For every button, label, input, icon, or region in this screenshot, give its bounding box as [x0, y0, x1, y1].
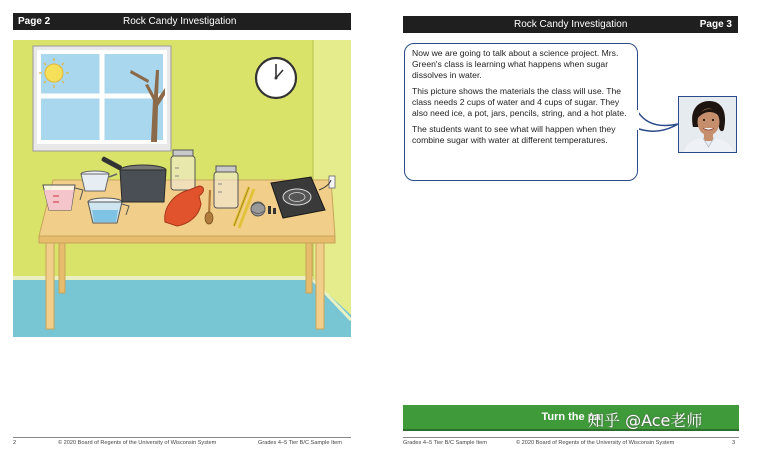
page-3-number: 3	[732, 440, 736, 446]
page-2-item-label: Grades 4–5 Tier B/C Sample Item	[258, 440, 342, 446]
speech-bubble-tail	[630, 100, 680, 140]
turn-the-page-button[interactable]: Turn the pa	[403, 405, 739, 431]
bubble-paragraph: Now we are going to talk about a science project. Mrs. Green's class is learning what happens when sugar dissolves in water.	[412, 48, 619, 80]
jar-icon	[214, 166, 238, 208]
page-2-title: Rock Candy Investigation	[123, 16, 237, 27]
teacher-photo	[678, 96, 737, 153]
page-3-item-label: Grades 4–5 Tier B/C Sample Item	[403, 440, 487, 446]
watermark: 知乎 @Ace老师	[588, 411, 703, 430]
speech-bubble	[404, 43, 638, 181]
window	[33, 46, 171, 151]
page-2-copyright: © 2020 Board of Regents of the University of Wisconsin System	[58, 440, 217, 446]
page-2-label: Page 2	[18, 16, 51, 27]
bubble-paragraph: This picture shows the materials the class will use. The class needs 2 cups of water and 4 cups of sugar. They also need ice, a pot, jars, pencils, string, and a hot plate.	[412, 86, 627, 118]
bubble-paragraph: The students want to see what will happen when they combine sugar with water at different temperatures.	[412, 124, 616, 145]
jar-icon	[171, 150, 195, 190]
page-3-label: Page 3	[699, 19, 732, 30]
kitchen-illustration	[13, 40, 351, 337]
page-3-title: Rock Candy Investigation	[514, 19, 628, 30]
page-2-number: 2	[13, 440, 17, 446]
page-3-header	[403, 16, 738, 33]
page-2-header	[13, 13, 351, 30]
clock-icon	[256, 58, 296, 98]
teacher-avatar	[679, 97, 737, 153]
footer-rule	[403, 437, 739, 438]
footer-rule	[13, 437, 351, 438]
string-icon	[251, 202, 265, 216]
page-3-copyright: © 2020 Board of Regents of the University of Wisconsin System	[516, 440, 675, 446]
